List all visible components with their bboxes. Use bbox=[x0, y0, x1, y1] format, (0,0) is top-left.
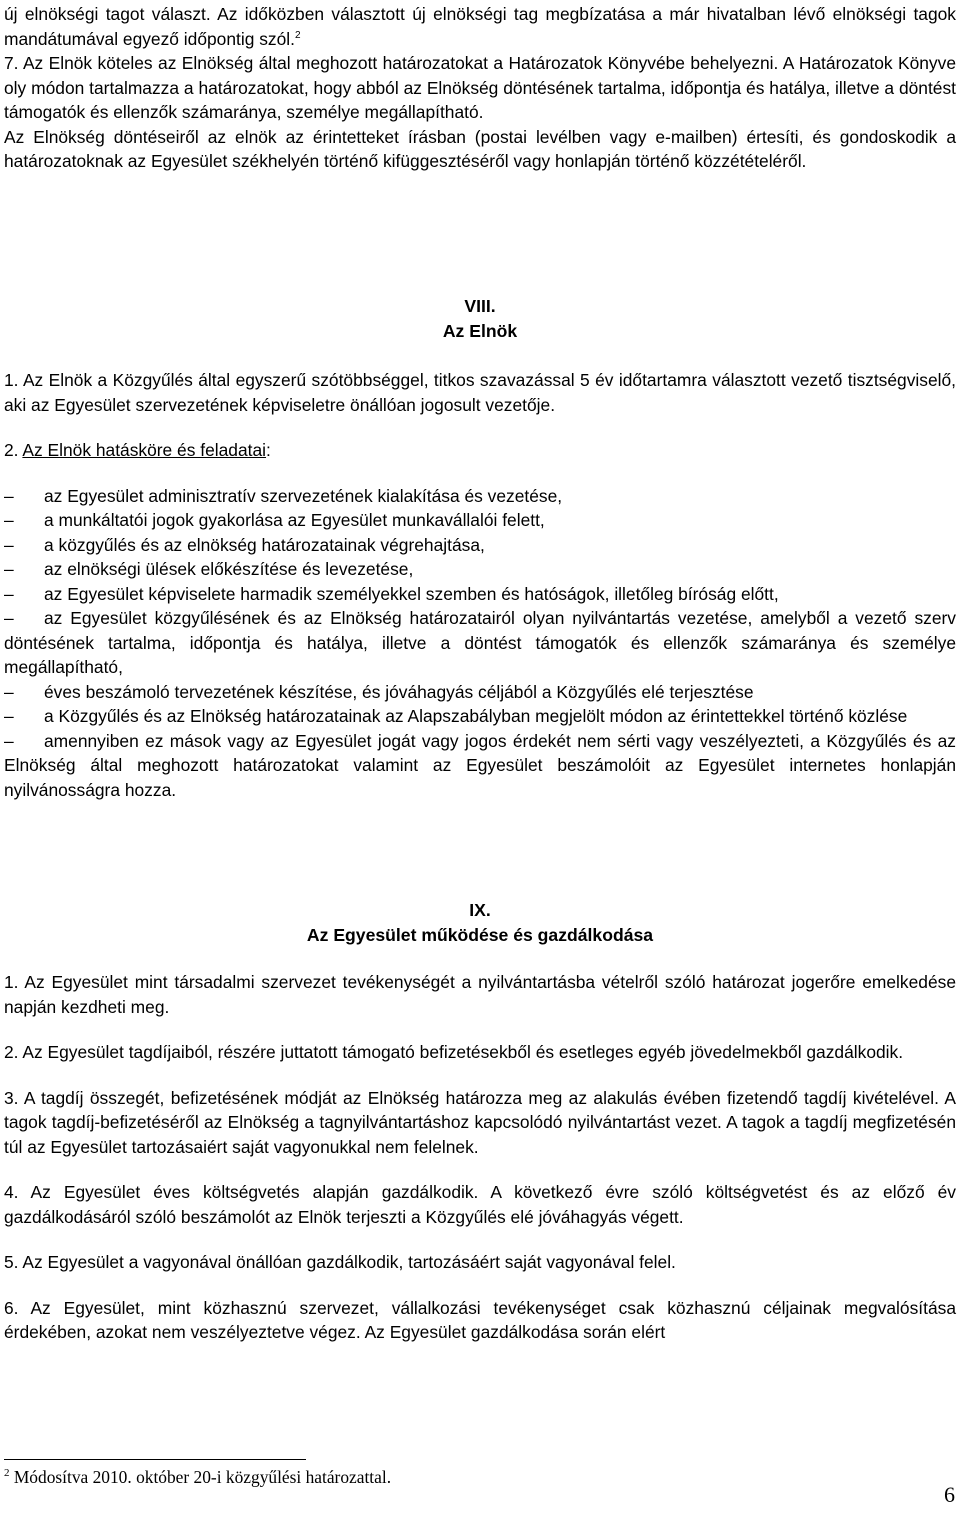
section-viii-paragraph-1: 1. Az Elnök a Közgyűlés által egyszerű szótöbbséggel, titkos szavazással 5 év időtartamra választott vezető tisztségviselő, aki az Egyesület szervezetének képviseletre önállóan jogosult vezetője. bbox=[4, 370, 956, 415]
list-item: – amennyiben ez mások vagy az Egyesület jogát vagy jogos érdekét nem sérti vagy veszélyezteti, a Közgyűlés és az Elnökség által meghozott határozatokat valamint az Egyesület beszámolóit az Egyesület internetes honlapján nyilvánosságra hozza. bbox=[4, 730, 956, 800]
footnote-separator bbox=[4, 1459, 306, 1460]
section-ix-paragraph-2: 2. Az Egyesület tagdíjaiból, részére juttatott támogató befizetésekből és esetleges egyéb jövedelmekből gazdálkodik. bbox=[4, 1042, 904, 1062]
page-number: 6 bbox=[944, 1482, 955, 1507]
footnote-text: Módosítva 2010. október 20-i közgyűlési határozattal. bbox=[9, 1467, 392, 1487]
section-vii-tail bbox=[4, 2, 956, 174]
list-item: – éves beszámoló tervezetének készítése, és jóváhagyás céljából a Közgyűlés elé terjesztése bbox=[4, 681, 754, 702]
section-ix-paragraph-4: 4. Az Egyesület éves költségvetés alapján gazdálkodik. A következő évre szóló költségvetést és az előző év gazdálkodásáról szóló beszámolót az Elnök terjeszti a Közgyűlés elé jóváhagyás végett. bbox=[4, 1182, 956, 1227]
section-viii-body bbox=[4, 368, 956, 802]
paragraph-7-notification: Az Elnökség döntéseiről az elnök az érintetteket írásban (postai levélben vagy e-mailben) értesíti, és gondoskodik a határozatoknak az Egyesület székhelyén történő kifüggesztéséről vagy honlapján történő közzétételéről. bbox=[4, 126, 956, 171]
section-ix-paragraph-5: 5. Az Egyesület a vagyonával önállóan gazdálkodik, tartozásáért saját vagyonával felel. bbox=[4, 1252, 676, 1272]
section-ix-title: Az Egyesület működése és gazdálkodása bbox=[306, 925, 654, 945]
list-item: – az Egyesület adminisztratív szervezetének kialakítása és vezetése, bbox=[4, 485, 563, 506]
paragraph-continuation: új elnökségi tagot választ. Az időközben választott új elnökségi tag megbízatása a már hivatalban lévő elnökségi tagok mandátumával egyező időpontig szól.$^2$ bbox=[4, 4, 956, 49]
footnote-marker: 2 bbox=[4, 1467, 10, 1480]
list-item: – az Egyesület képviselete harmadik személyekkel szemben és hatóságok, illetőleg bíróság előtt, bbox=[4, 583, 779, 604]
section-viii-paragraph-2: 2. Az Elnök hatásköre és feladatai: bbox=[4, 440, 271, 460]
section-ix-paragraph-1: 1. Az Egyesület mint társadalmi szervezet tevékenységét a nyilvántartásba vételről szóló határozat jogerőre emelkedése napján kezdheti meg. bbox=[4, 972, 956, 1017]
duties-list bbox=[4, 484, 956, 803]
section-ix-number: IX. bbox=[469, 900, 491, 920]
list-item: – az elnökségi ülések előkészítése és levezetése, bbox=[4, 559, 414, 579]
section-viii-number: VIII. bbox=[464, 296, 496, 316]
section-viii-title: Az Elnök bbox=[442, 321, 518, 341]
paragraph-7: 7. Az Elnök köteles az Elnökség által meghozott határozatokat a Határozatok Könyvébe behelyezni. A Határozatok Könyve oly módon tartalmazza a határozatokat, hogy abból az Elnökség döntésének tartalma, időpontja és hatálya, illetve a döntést támogatók és ellenzők számaránya, személye megállapítható. bbox=[4, 53, 956, 122]
section-ix-paragraph-6: 6. Az Egyesület, mint közhasznú szervezet, vállalkozási tevékenységet csak közhasznú céljainak megvalósítása érdekében, azokat nem veszélyeztetve végez. Az Egyesület gazdálkodása során elért bbox=[4, 1297, 956, 1342]
footnote-reference: 2 bbox=[295, 29, 301, 41]
section-ix-paragraph-3: 3. A tagdíj összegét, befizetésének módját az Elnökség határozza meg az alakulás évében fizetendő tagdíj kivételével. A tagok tagdíj-befizetéséről az Elnökség a tagnyilvántartáshoz kapcsolódó nyilvántartást vezet. A tagok a tagdíj megfizetésén túl az Egyesület tartozásaiért saját vagyonukkal nem felelnek. bbox=[4, 1087, 956, 1157]
footnote bbox=[4, 1465, 391, 1489]
section-ix-body bbox=[4, 970, 956, 1345]
list-item: – a Közgyűlés és az Elnökség határozatainak az Alapszabályban megjelölt módon az érintettekkel történő közlése bbox=[4, 706, 908, 726]
list-item: – az Egyesület közgyűlésének és az Elnökség határozatairól olyan nyilvántartás vezetése, amelyből a vezető szerv döntésének tartalma, időpontja és hatálya, illetve a döntést támogatók és ellenzők számaránya és személye megállapítható, bbox=[4, 608, 956, 677]
list-item: – a munkáltatói jogok gyakorlása az Egyesület munkavállalói felett, bbox=[4, 510, 545, 530]
list-item: – a közgyűlés és az elnökség határozatainak végrehajtása, bbox=[4, 534, 485, 555]
section-viii-subtitle: Az Elnök hatásköre és feladatai bbox=[22, 440, 267, 460]
